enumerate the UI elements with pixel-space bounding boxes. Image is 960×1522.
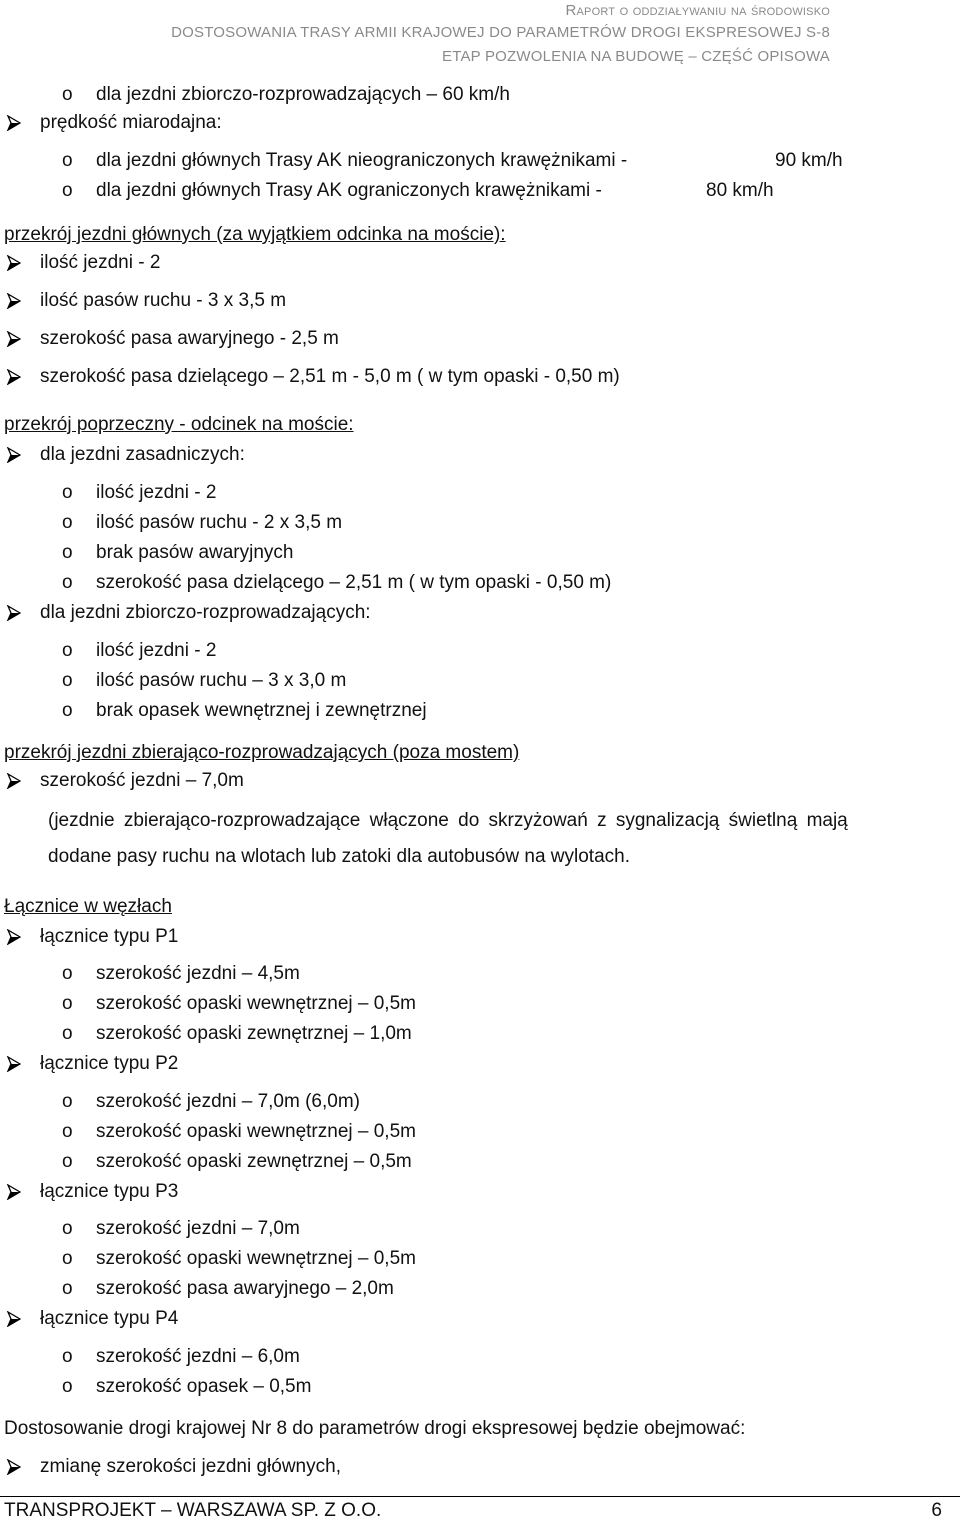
- collector-section-heading: przekrój jezdni zbierająco-rozprowadzających (poza mostem): [4, 742, 520, 763]
- design-speed-heading: prędkość miarodajna:: [40, 112, 222, 133]
- list-item: szerokość opasek – 0,5m: [96, 1376, 312, 1397]
- o-bullet: o: [62, 1278, 73, 1299]
- list-item: łącznice typu P3: [40, 1181, 179, 1202]
- arrow-bullet-icon: [7, 773, 21, 789]
- arrow-bullet-icon: [7, 1056, 21, 1072]
- list-item: ilość pasów ruchu – 3 x 3,0 m: [96, 670, 347, 691]
- arrow-bullet-icon: [7, 929, 21, 945]
- speed-restricted-line: dla jezdni głównych Trasy AK ograniczonych krawężnikami -: [96, 180, 602, 201]
- o-bullet: o: [62, 640, 73, 661]
- o-bullet: o: [62, 542, 73, 563]
- o-bullet: o: [62, 1248, 73, 1269]
- arrow-bullet-icon: [7, 255, 21, 271]
- o-bullet: o: [62, 700, 73, 721]
- note-paragraph-line-1: (jezdnie zbierająco-rozprowadzające włączone do skrzyżowań z sygnalizacją świetlną mają: [48, 810, 848, 831]
- list-item: ilość pasów ruchu - 3 x 3,5 m: [40, 290, 287, 311]
- note-paragraph-line-2: dodane pasy ruchu na wlotach lub zatoki dla autobusów na wylotach.: [48, 846, 630, 867]
- speed-unrestricted-value: 90 km/h: [775, 150, 843, 171]
- list-item: szerokość opaski wewnętrznej – 0,5m: [96, 1121, 416, 1142]
- list-item: szerokość pasa dzielącego – 2,51 m - 5,0 m ( w tym opaski - 0,50 m): [40, 366, 620, 387]
- arrow-bullet-icon: [7, 293, 21, 309]
- o-bullet: o: [62, 512, 73, 533]
- list-item: łącznice typu P4: [40, 1308, 179, 1329]
- arrow-bullet-icon: [7, 447, 21, 463]
- list-item: szerokość opaski wewnętrznej – 0,5m: [96, 1248, 416, 1269]
- arrow-bullet-icon: [7, 1459, 21, 1475]
- o-bullet: o: [62, 1218, 73, 1239]
- list-item: brak pasów awaryjnych: [96, 542, 294, 563]
- arrow-bullet-icon: [7, 115, 21, 131]
- arrow-bullet-icon: [7, 605, 21, 621]
- list-item: ilość pasów ruchu - 2 x 3,5 m: [96, 512, 343, 533]
- speed-restricted-value: 80 km/h: [706, 180, 774, 201]
- page-number: 6: [931, 1500, 942, 1521]
- speed-unrestricted-line: dla jezdni głównych Trasy AK nieograniczonych krawężnikami -: [96, 150, 628, 171]
- list-item: dla jezdni zasadniczych:: [40, 444, 245, 465]
- list-item: szerokość jezdni – 7,0m: [96, 1218, 300, 1239]
- bridge-section-heading: przekrój poprzeczny - odcinek na moście:: [4, 414, 354, 435]
- o-bullet: o: [62, 150, 73, 171]
- header-project-title: DOSTOSOWANIA TRASY ARMII KRAJOWEJ DO PARAMETRÓW DROGI EKSPRESOWEJ S-8: [171, 24, 830, 41]
- o-bullet: o: [62, 963, 73, 984]
- footer-company: TRANSPROJEKT – WARSZAWA SP. Z O.O.: [4, 1500, 382, 1521]
- list-item: łącznice typu P1: [40, 926, 179, 947]
- list-item: szerokość opaski zewnętrznej – 0,5m: [96, 1151, 412, 1172]
- list-item: ilość jezdni - 2: [40, 252, 161, 273]
- list-item: szerokość pasa dzielącego – 2,51 m ( w tym opaski - 0,50 m): [96, 572, 612, 593]
- o-bullet: o: [62, 180, 73, 201]
- ramps-section-heading: Łącznice w węzłach: [4, 896, 172, 917]
- list-item: szerokość opaski zewnętrznej – 1,0m: [96, 1023, 412, 1044]
- list-item: szerokość opaski wewnętrznej – 0,5m: [96, 993, 416, 1014]
- list-item: brak opasek wewnętrznej i zewnętrznej: [96, 700, 427, 721]
- o-bullet: o: [62, 1121, 73, 1142]
- list-item: łącznice typu P2: [40, 1053, 179, 1074]
- o-bullet: o: [62, 84, 73, 105]
- list-item: szerokość jezdni – 7,0m (6,0m): [96, 1091, 360, 1112]
- header-stage: ETAP POZWOLENIA NA BUDOWĘ – CZĘŚĆ OPISOWA: [442, 48, 830, 65]
- arrow-bullet-icon: [7, 1311, 21, 1327]
- header-report-title: Raport o oddziaływaniu na środowisko: [565, 2, 830, 19]
- list-item: szerokość jezdni – 4,5m: [96, 963, 300, 984]
- arrow-bullet-icon: [7, 369, 21, 385]
- o-bullet: o: [62, 1023, 73, 1044]
- o-bullet: o: [62, 482, 73, 503]
- list-item: ilość jezdni - 2: [96, 482, 217, 503]
- list-item: szerokość jezdni – 7,0m: [40, 770, 244, 791]
- main-carriageway-section-heading: przekrój jezdni głównych (za wyjątkiem odcinka na moście):: [4, 224, 506, 245]
- o-bullet: o: [62, 572, 73, 593]
- o-bullet: o: [62, 1376, 73, 1397]
- o-bullet: o: [62, 1151, 73, 1172]
- o-bullet: o: [62, 1346, 73, 1367]
- summary-paragraph: Dostosowanie drogi krajowej Nr 8 do parametrów drogi ekspresowej będzie obejmować:: [4, 1418, 746, 1439]
- o-bullet: o: [62, 670, 73, 691]
- arrow-bullet-icon: [7, 1184, 21, 1200]
- list-item: szerokość pasa awaryjnego - 2,5 m: [40, 328, 339, 349]
- o-bullet: o: [62, 1091, 73, 1112]
- list-item: szerokość jezdni – 6,0m: [96, 1346, 300, 1367]
- list-item: szerokość pasa awaryjnego – 2,0m: [96, 1278, 394, 1299]
- list-item: zmianę szerokości jezdni głównych,: [40, 1456, 341, 1477]
- o-bullet: o: [62, 993, 73, 1014]
- list-item: ilość jezdni - 2: [96, 640, 217, 661]
- list-item: dla jezdni zbiorczo-rozprowadzających:: [40, 602, 371, 623]
- arrow-bullet-icon: [7, 331, 21, 347]
- footer-divider: [0, 1496, 960, 1497]
- speed-collector-line: dla jezdni zbiorczo-rozprowadzających – 60 km/h: [96, 84, 510, 105]
